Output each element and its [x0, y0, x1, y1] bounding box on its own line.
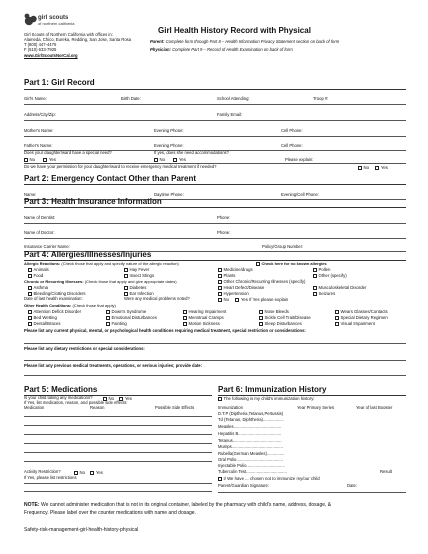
part4-title: Part 4: Allergies/Illnesses/Injuries: [24, 250, 152, 259]
emotional-disturbances-label: Emotional Disturbances: [111, 315, 157, 320]
immunization-oral-polio: Oral Polio........................................: [218, 457, 283, 462]
not-immunize-checkbox[interactable]: [218, 477, 222, 481]
org-fax: F (510) 633-7925: [24, 47, 57, 52]
musculoskeletal-label: Musculoskeletal Disorder: [318, 285, 367, 290]
please-explain-label: Please explain:: [285, 157, 314, 162]
problems-yes-checkbox[interactable]: [235, 298, 239, 302]
special-need-no-checkbox[interactable]: [24, 158, 28, 162]
list-previous-label: Please list any previous medical treatments, operations, or serious injuries; provide date:: [24, 363, 203, 368]
org-address-line-1: Girl Scouts of Northern California with offices in:: [24, 32, 113, 37]
special-need-no-label: No: [29, 157, 35, 162]
hearing-impairment-checkbox[interactable]: [183, 310, 187, 314]
chronic-other-label: Other Chronic/Recurring Illnesses (specify): [223, 279, 306, 284]
accommodations-question: If yes, does she need accommodations?: [154, 150, 229, 155]
medication-row-1[interactable]: [24, 416, 212, 417]
nose-bleeds-checkbox[interactable]: [259, 310, 263, 314]
allergy-plants-checkbox[interactable]: [218, 274, 222, 278]
page-title: Girl Health History Record with Physical: [158, 26, 311, 35]
physician-label: Physician:: [150, 47, 171, 52]
glasses-contacts-checkbox[interactable]: [335, 310, 339, 314]
part3-divider: [24, 207, 406, 208]
note-text-1: We cannot administer medication that is not in its original container, labeled by the pharmacy with child's name, address, dosage, &: [40, 502, 332, 508]
seizures-label: Seizures: [318, 291, 336, 296]
part3-title: Part 3: Health Insurance Information: [24, 197, 162, 206]
activity-restriction-question: Activity Restriction?: [24, 469, 61, 474]
menstrual-cramps-label: Menstrual Cramps: [188, 315, 224, 320]
hearing-impairment-label: Hearing Impairment: [188, 309, 227, 314]
part2-title: Part 2: Emergency Contact Other than Parent: [24, 174, 197, 183]
activity-yes-label: Yes: [95, 470, 103, 475]
immunization-td: Td (Tetanus, Diphtheria)..................: [218, 417, 284, 422]
problems-yes-label: Yes If Yes please explain: [240, 297, 289, 302]
allergy-hay-fever-label: Hay Fever: [129, 267, 150, 272]
special-need-yes-checkbox[interactable]: [43, 158, 47, 162]
chronic-illnesses-note: (Check those that apply and give appropriate dates): [84, 279, 177, 284]
parent-label: Parent:: [150, 39, 165, 44]
medication-row-6[interactable]: [24, 461, 212, 462]
asthma-label: Asthma: [33, 285, 49, 290]
activity-yes-checkbox[interactable]: [90, 471, 94, 475]
taking-medications-question: Is your child taking any medications?: [24, 395, 93, 400]
bed-wetting-label: Bed Wetting: [33, 315, 57, 320]
accommodations-no-label: No: [159, 157, 165, 162]
bleeding-disorders-label: Bleeding/Clotting Disorders: [33, 291, 86, 296]
school-label: School Attending:: [217, 96, 250, 101]
immunization-tuberculin: Tuberculin Test...................................: [218, 469, 287, 474]
chronic-illnesses-label: Chronic or Recurring Illnesses:: [24, 279, 84, 284]
emotional-disturbances-checkbox[interactable]: [106, 316, 110, 320]
seizures-checkbox[interactable]: [313, 292, 317, 296]
allergy-hay-fever-checkbox[interactable]: [124, 268, 128, 272]
immunization-injectable-polio: Injectable Polio.................................: [218, 463, 285, 468]
svg-text:girl scouts: girl scouts: [38, 15, 69, 21]
special-diet-label: Special Dietary Regimen: [340, 315, 388, 320]
not-immunize-label: I/ We have ... chosen not to immunize my/our child: [223, 476, 320, 481]
mother-cell-phone-label: Cell Phone:: [281, 128, 303, 133]
mothers-name-field[interactable]: [24, 136, 406, 137]
family-email-label: Family Email:: [217, 112, 243, 117]
doctor-phone-label: Phone:: [217, 230, 231, 235]
no-known-allergies-label: Check here for no known allergies: [261, 261, 327, 266]
medication-row-3[interactable]: [24, 434, 212, 435]
allergic-reactions-note: (Check those that apply and specify nature of the allergic reaction): [61, 261, 179, 266]
accommodations-no-checkbox[interactable]: [154, 158, 158, 162]
immunization-tetanus: Tetanus..........................................: [218, 438, 282, 443]
dentist-phone-label: Phone:: [217, 215, 231, 220]
father-cell-phone-label: Cell Phone:: [281, 143, 303, 148]
allergy-animals-label: Animals: [33, 267, 49, 272]
fainting-checkbox[interactable]: [106, 322, 110, 326]
menstrual-cramps-checkbox[interactable]: [183, 316, 187, 320]
immunization-mumps: Mumps............................................: [218, 444, 283, 449]
col-year-booster: Year of last Booster: [356, 405, 393, 410]
sleep-disturbances-label: Sleep Disturbances: [264, 321, 302, 326]
col-year-primary: Year Primary Series: [297, 405, 335, 410]
immunization-dtp: D.T.P (Diptheria,Tetanus,Pertussis): [218, 411, 284, 416]
downs-syndrome-label: Down's Syndrome: [111, 309, 147, 314]
allergy-medicine-label: Medicine/drugs: [223, 267, 253, 272]
emergency-permission-question: Do we have your permission for your daughter/ward to receive emergency medical treatment if needed?: [24, 164, 217, 169]
dental-braces-label: Dental/Braces: [33, 321, 61, 326]
signature-date-label: Date:: [347, 483, 358, 488]
other-conditions-note: (Check those that apply): [72, 303, 116, 308]
special-diet-checkbox[interactable]: [335, 316, 339, 320]
activity-if-yes-note: If Yes, please list restrictions: [24, 475, 77, 480]
father-evening-phone-label: Evening Phone:: [154, 143, 184, 148]
note-text-2: Frequency. Please label over the counter medications with name and dosage.: [24, 510, 196, 516]
svg-text:of northern california: of northern california: [38, 21, 75, 26]
part6-title: Part 6: Immunization History: [218, 385, 327, 394]
allergy-other-label: Other (specify): [318, 273, 347, 278]
part2-divider: [24, 184, 406, 185]
birth-date-label: Birth Date:: [121, 96, 141, 101]
doctor-label: Name of Doctor:: [24, 230, 55, 235]
immunization-history-checkbox[interactable]: [218, 397, 222, 401]
allergy-other-checkbox[interactable]: [313, 274, 317, 278]
col-reason: Reason: [90, 405, 105, 410]
medication-row-5[interactable]: [24, 452, 212, 453]
org-address-line-2: Alameda, Chico, Eureka, Redding, San Jose, Santa Rosa: [24, 37, 132, 42]
col-side-effects: Possible Side Effects: [155, 405, 195, 410]
sickle-cell-label: Sickle Cell Trait/Disease: [264, 315, 311, 320]
motion-sickness-checkbox[interactable]: [183, 322, 187, 326]
special-need-yes-label: Yes: [48, 157, 56, 162]
allergy-medicine-checkbox[interactable]: [218, 268, 222, 272]
no-known-allergies-checkbox[interactable]: [256, 262, 260, 266]
medication-row-2[interactable]: [24, 425, 212, 426]
current-conditions-field[interactable]: [24, 343, 406, 344]
troop-label: Troop #:: [313, 96, 329, 101]
fainting-label: Fainting: [111, 321, 127, 326]
glasses-contacts-label: Wears Glasses/Contacts: [340, 309, 388, 314]
bed-wetting-checkbox[interactable]: [28, 316, 32, 320]
hypertension-label: Hypertension: [223, 291, 249, 296]
allergy-pollen-checkbox[interactable]: [313, 268, 317, 272]
accommodations-yes-checkbox[interactable]: [173, 158, 177, 162]
parent-signature-field[interactable]: [218, 492, 406, 493]
allergy-food-checkbox[interactable]: [28, 274, 32, 278]
allergy-food-label: Food: [33, 273, 44, 278]
insurance-carrier-label: Insurance Carrier Name:: [24, 244, 70, 249]
medications-yes-label: Yes: [124, 396, 132, 401]
restriction-row-1[interactable]: [24, 483, 212, 484]
motion-sickness-label: Motion Sickness: [188, 321, 220, 326]
activity-no-label: No: [79, 470, 85, 475]
part1-title: Part 1: Girl Record: [24, 78, 95, 87]
part5-title: Part 5: Medications: [24, 385, 98, 394]
girl-scouts-logo: [24, 12, 78, 30]
add-checkbox[interactable]: [28, 310, 32, 314]
heart-defect-label: Heart Defect/Disease: [223, 285, 265, 290]
emergency-daytime-phone-label: Daytime Phone:: [154, 192, 184, 197]
other-conditions-label: Other Health Conditions:: [24, 303, 72, 308]
sleep-disturbances-checkbox[interactable]: [259, 322, 263, 326]
col-medication: Medication: [24, 405, 45, 410]
emergency-evening-cell-label: Evening/Cell Phone:: [281, 192, 319, 197]
chronic-other-checkbox[interactable]: [218, 280, 222, 284]
mothers-name-label: Mother's Name:: [24, 128, 54, 133]
dentist-field[interactable]: [24, 223, 406, 224]
fathers-name-label: Father's Name:: [24, 143, 53, 148]
previous-treatments-field[interactable]: [24, 375, 406, 376]
problems-no-checkbox[interactable]: [218, 298, 222, 302]
girls-name-label: Girl's Name:: [24, 96, 47, 101]
allergy-insect-stings-label: Insect Stings: [129, 273, 155, 278]
medications-if-yes-note: If Yes, list medication, reason, and possible side effects:: [24, 400, 128, 405]
problems-no-label: No: [223, 297, 229, 302]
dietary-field[interactable]: [24, 360, 406, 361]
restriction-row-2[interactable]: [24, 491, 212, 492]
org-website-link[interactable]: www.GirlScoutsNorCal.org: [24, 53, 78, 58]
medications-no-label: No: [108, 396, 114, 401]
girls-name-field[interactable]: [24, 104, 406, 105]
asthma-checkbox[interactable]: [28, 286, 32, 290]
add-label: Attention Deficit Disorder: [33, 309, 82, 314]
org-phone: T (800) 447-4475: [24, 42, 57, 47]
medication-row-4[interactable]: [24, 443, 212, 444]
permission-no-checkbox[interactable]: [358, 166, 362, 170]
allergy-plants-label: Plants: [223, 273, 236, 278]
policy-number-label: Policy/Group Number:: [262, 244, 304, 249]
permission-no-label: No: [363, 165, 369, 170]
immunization-hepatitis-b: Hepatitis B.....................................: [218, 431, 282, 436]
permission-yes-label: Yes: [380, 165, 388, 170]
physician-instructions: Complete Part 9 – Record of Health Examination on back of form: [172, 47, 293, 52]
immunization-measles: Measles.........................................: [218, 424, 282, 429]
special-need-question: Does your daughter/ward have a special need?: [24, 150, 112, 155]
tuberculin-result-label: Result: [380, 469, 392, 474]
musculoskeletal-checkbox[interactable]: [313, 286, 317, 290]
visual-impairment-label: Visual Impairment: [340, 321, 375, 326]
hypertension-checkbox[interactable]: [218, 292, 222, 296]
part1-divider: [24, 89, 406, 90]
diabetes-label: Diabetes: [129, 285, 147, 290]
permission-yes-checkbox[interactable]: [375, 166, 379, 170]
footer-doc-id: Safety-risk-management-girl-health-history-physical: [24, 527, 139, 533]
parent-signature-label: Parent/Guardian Signature:: [218, 483, 269, 488]
list-dietary-label: Please list any dietary restrictions or special considerations:: [24, 346, 145, 351]
immunization-rubella: Rubella(German Measles)...............: [218, 451, 285, 456]
last-exam-label: Date of last health examination:: [24, 296, 83, 301]
accommodations-yes-label: Yes: [178, 157, 186, 162]
allergy-insect-stings-checkbox[interactable]: [124, 274, 128, 278]
visual-impairment-checkbox[interactable]: [335, 322, 339, 326]
address-label: Address/City/Zip:: [24, 112, 56, 117]
ear-infection-label: Ear Infection: [129, 291, 154, 296]
nose-bleeds-label: Nose Bleeds: [264, 309, 289, 314]
col-immunization: Immunization: [218, 405, 243, 410]
parent-instructions: Complete form through Part 8 – Health Information Privacy Statement section on back of form: [165, 39, 340, 44]
allergy-pollen-label: Pollen: [318, 267, 331, 272]
dental-braces-checkbox[interactable]: [28, 322, 32, 326]
heart-defect-checkbox[interactable]: [218, 286, 222, 290]
note-label: NOTE:: [24, 502, 40, 508]
allergic-reactions-label: Allergic Reactions:: [24, 261, 61, 266]
address-field[interactable]: [24, 120, 406, 121]
list-current-conditions-label: Please list any current physical, mental, or psychological health conditions requiring medical treatment, special restriction or considerations:: [24, 328, 306, 333]
dentist-label: Name of Dentist:: [24, 215, 56, 220]
mother-evening-phone-label: Evening Phone:: [154, 128, 184, 133]
allergy-animals-checkbox[interactable]: [28, 268, 32, 272]
doctor-field[interactable]: [24, 238, 406, 239]
sickle-cell-checkbox[interactable]: [259, 316, 263, 320]
diabetes-checkbox[interactable]: [124, 286, 128, 290]
downs-syndrome-checkbox[interactable]: [106, 310, 110, 314]
immunization-history-label: The following is my child's immunization history:: [223, 396, 315, 401]
problems-noted-question: Were any medical problems noted?: [124, 296, 190, 301]
emergency-name-label: Name:: [24, 192, 37, 197]
